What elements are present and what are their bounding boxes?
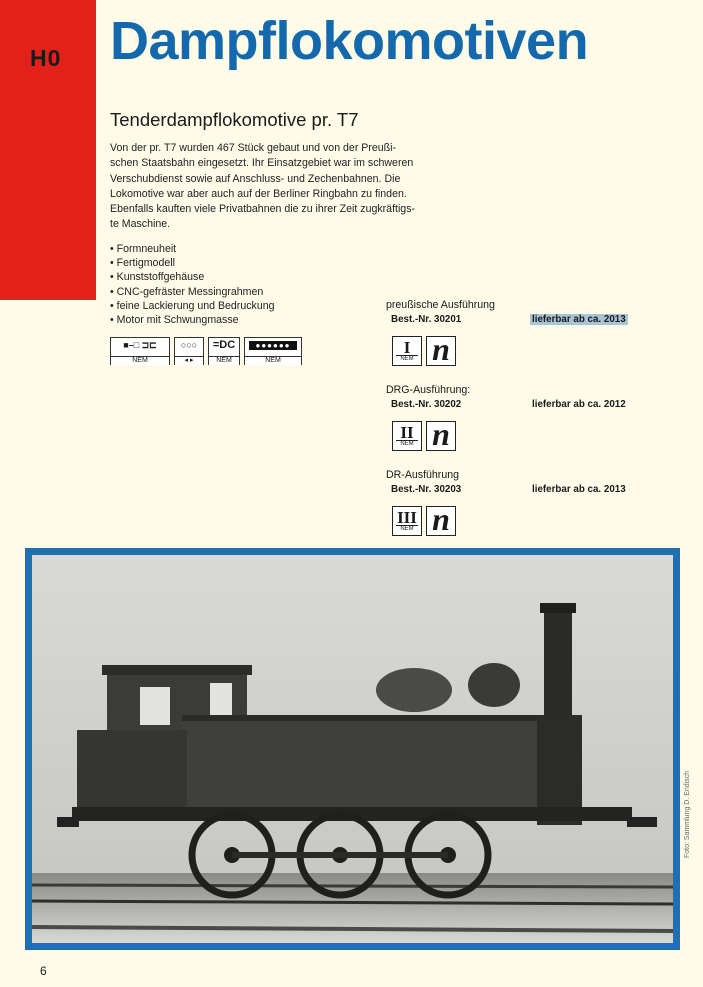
variant-name: DRG-Ausführung:	[386, 384, 471, 396]
epoch-badge: I NEM	[392, 336, 422, 366]
locomotive-photo	[32, 555, 673, 943]
page-title: Dampflokomotiven	[110, 11, 589, 71]
dc-icon: =DC NEM	[208, 337, 240, 365]
description-line: Verschubdienst sowie auf Anschluss- und Zechenbahnen. Die	[110, 172, 401, 185]
description-line: Lokomotive war aber auch auf der Berliner Ringbahn zu finden.	[110, 187, 407, 200]
feature-item: • Fertigmodell	[110, 256, 275, 270]
order-number: Best.-Nr. 30201	[391, 314, 462, 325]
feature-item: • feine Lackierung und Bedruckung	[110, 299, 275, 313]
availability: lieferbar ab ca. 2013	[532, 484, 626, 495]
availability: lieferbar ab ca. 2013	[532, 314, 626, 325]
axle-arrangement-icon: ○○○ ◂ ▸	[174, 337, 204, 365]
order-number: Best.-Nr. 30202	[391, 399, 462, 410]
locomotive-photo-frame	[25, 548, 680, 950]
feature-item: • Motor mit Schwungmasse	[110, 313, 275, 327]
article-description	[110, 141, 450, 233]
page-number: 6	[40, 964, 47, 978]
variant-name: preußische Ausführung	[386, 299, 495, 311]
article-subtitle: Tenderdampflokomotive pr. T7	[110, 109, 359, 130]
description-line: schen Staatsbahn eingesetzt. Ihr Einsatzgebiet war im schweren	[110, 157, 414, 170]
scale-n-icon: n	[426, 506, 456, 536]
gauge-label: H0	[30, 45, 62, 71]
feature-list	[110, 242, 275, 327]
epoch-badge: III NEM	[392, 506, 422, 536]
description-line: Von der pr. T7 wurden 467 Stück gebaut und von der Preußi-	[110, 142, 397, 154]
epoch-badge: II NEM	[392, 421, 422, 451]
scale-n-icon: n	[426, 421, 456, 451]
photo-credit: Foto: Sammlung D. Endisch	[684, 770, 691, 858]
interface-socket-icon: ●●●●●● NEM	[244, 337, 302, 365]
availability: lieferbar ab ca. 2012	[532, 399, 626, 410]
feature-item: • Formneuheit	[110, 242, 275, 256]
feature-item: • Kunststoffgehäuse	[110, 270, 275, 284]
scale-n-icon: n	[426, 336, 456, 366]
coupling-icon: ■–□ ⊐⊏ NEM	[110, 337, 170, 365]
order-number: Best.-Nr. 30203	[391, 484, 462, 495]
feature-item: • CNC-gefräster Messingrahmen	[110, 285, 275, 299]
description-line: Ebenfalls kauften viele Privatbahnen die zu ihrer Zeit zugkräftigs-	[110, 203, 416, 216]
description-line: te Maschine.	[110, 218, 171, 231]
variant-name: DR-Ausführung	[386, 469, 460, 481]
